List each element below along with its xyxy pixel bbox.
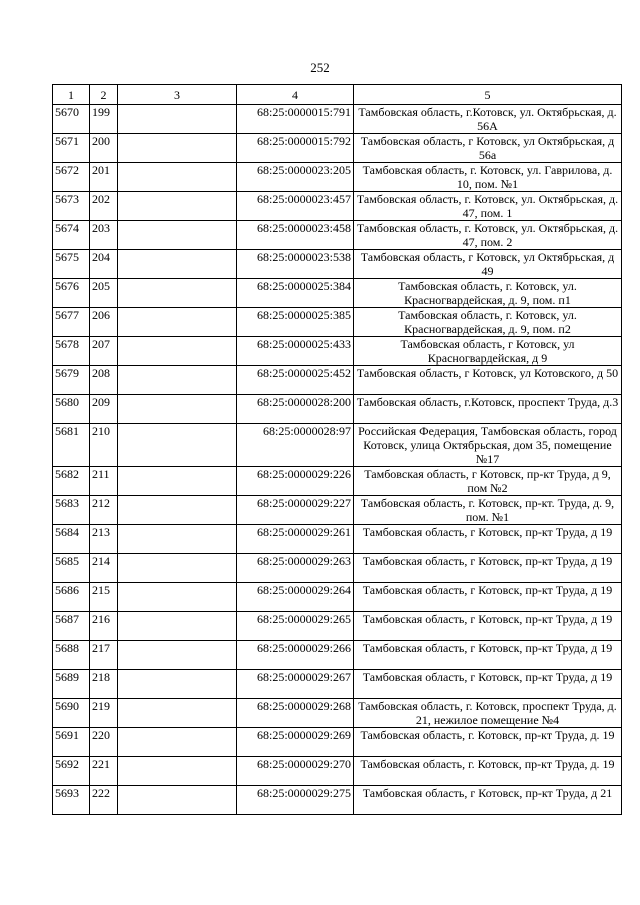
row-empty-cell bbox=[118, 279, 237, 308]
table-row bbox=[53, 279, 622, 308]
row-number-cell: 5673 bbox=[53, 192, 90, 221]
row-number-cell: 5685 bbox=[53, 554, 90, 583]
address-cell: Тамбовская область, г. Котовск, пр-кт Труда, д. 19 bbox=[354, 757, 622, 786]
address-cell: Тамбовская область, г. Котовск, пр-кт Труда, д. 19 bbox=[354, 728, 622, 757]
address-cell: Тамбовская область, г Котовск, ул Котовского, д 50 bbox=[354, 366, 622, 395]
row-empty-cell bbox=[118, 699, 237, 728]
address-cell: Тамбовская область, г. Котовск, ул. Красногвардейская, д. 9, пом. п1 bbox=[354, 279, 622, 308]
row-index-cell: 216 bbox=[90, 612, 118, 641]
row-index-cell: 217 bbox=[90, 641, 118, 670]
table-row bbox=[53, 583, 622, 612]
cadastral-number-cell: 68:25:0000029:227 bbox=[237, 496, 354, 525]
table-row bbox=[53, 134, 622, 163]
row-number-cell: 5677 bbox=[53, 308, 90, 337]
row-empty-cell bbox=[118, 641, 237, 670]
address-cell: Тамбовская область, г. Котовск, проспект Труда, д. 21, нежилое помещение №4 bbox=[354, 699, 622, 728]
address-cell: Тамбовская область, г.Котовск, ул. Октябрьская, д. 56А bbox=[354, 105, 622, 134]
row-index-cell: 201 bbox=[90, 163, 118, 192]
row-number-cell: 5686 bbox=[53, 583, 90, 612]
row-index-cell: 202 bbox=[90, 192, 118, 221]
row-number-cell: 5687 bbox=[53, 612, 90, 641]
row-empty-cell bbox=[118, 612, 237, 641]
cadastral-number-cell: 68:25:0000023:457 bbox=[237, 192, 354, 221]
row-index-cell: 209 bbox=[90, 395, 118, 424]
address-cell: Тамбовская область, г Котовск, ул Красногвардейская, д 9 bbox=[354, 337, 622, 366]
table-row bbox=[53, 728, 622, 757]
column-header-1: 1 bbox=[53, 85, 90, 105]
table-row bbox=[53, 757, 622, 786]
row-index-cell: 212 bbox=[90, 496, 118, 525]
row-empty-cell bbox=[118, 424, 237, 467]
table-row bbox=[53, 467, 622, 496]
row-index-cell: 220 bbox=[90, 728, 118, 757]
address-cell: Тамбовская область, г Котовск, пр-кт Труда, д 19 bbox=[354, 670, 622, 699]
table-row bbox=[53, 641, 622, 670]
row-number-cell: 5689 bbox=[53, 670, 90, 699]
cadastral-number-cell: 68:25:0000029:264 bbox=[237, 583, 354, 612]
row-empty-cell bbox=[118, 670, 237, 699]
row-empty-cell bbox=[118, 105, 237, 134]
row-number-cell: 5690 bbox=[53, 699, 90, 728]
row-index-cell: 221 bbox=[90, 757, 118, 786]
row-index-cell: 208 bbox=[90, 366, 118, 395]
table-row bbox=[53, 496, 622, 525]
row-number-cell: 5676 bbox=[53, 279, 90, 308]
row-number-cell: 5670 bbox=[53, 105, 90, 134]
row-number-cell: 5672 bbox=[53, 163, 90, 192]
row-index-cell: 215 bbox=[90, 583, 118, 612]
table-row bbox=[53, 670, 622, 699]
address-cell: Тамбовская область, г Котовск, пр-кт Труда, д 19 bbox=[354, 583, 622, 612]
row-empty-cell bbox=[118, 554, 237, 583]
row-empty-cell bbox=[118, 467, 237, 496]
address-cell: Тамбовская область, г Котовск, пр-кт Труда, д 19 bbox=[354, 554, 622, 583]
row-index-cell: 222 bbox=[90, 786, 118, 815]
cadastral-number-cell: 68:25:0000029:269 bbox=[237, 728, 354, 757]
cadastral-number-cell: 68:25:0000029:226 bbox=[237, 467, 354, 496]
row-number-cell: 5679 bbox=[53, 366, 90, 395]
cadastral-number-cell: 68:25:0000023:538 bbox=[237, 250, 354, 279]
row-index-cell: 200 bbox=[90, 134, 118, 163]
cadastral-number-cell: 68:25:0000023:458 bbox=[237, 221, 354, 250]
row-index-cell: 205 bbox=[90, 279, 118, 308]
column-header-5: 5 bbox=[354, 85, 622, 105]
table-row bbox=[53, 250, 622, 279]
cadastral-number-cell: 68:25:0000029:263 bbox=[237, 554, 354, 583]
row-empty-cell bbox=[118, 583, 237, 612]
row-number-cell: 5693 bbox=[53, 786, 90, 815]
cadastral-number-cell: 68:25:0000028:200 bbox=[237, 395, 354, 424]
row-number-cell: 5675 bbox=[53, 250, 90, 279]
column-header-3: 3 bbox=[118, 85, 237, 105]
address-cell: Тамбовская область, г Котовск, ул Октябрьская, д 56а bbox=[354, 134, 622, 163]
row-number-cell: 5683 bbox=[53, 496, 90, 525]
address-cell: Тамбовская область, г Котовск, пр-кт Труда, д 19 bbox=[354, 612, 622, 641]
row-index-cell: 218 bbox=[90, 670, 118, 699]
row-empty-cell bbox=[118, 366, 237, 395]
row-empty-cell bbox=[118, 525, 237, 554]
column-header-2: 2 bbox=[90, 85, 118, 105]
row-number-cell: 5682 bbox=[53, 467, 90, 496]
address-cell: Тамбовская область, г. Котовск, ул. Октябрьская, д. 47, пом. 1 bbox=[354, 192, 622, 221]
row-index-cell: 203 bbox=[90, 221, 118, 250]
address-cell: Тамбовская область, г Котовск, ул Октябрьская, д 49 bbox=[354, 250, 622, 279]
row-empty-cell bbox=[118, 757, 237, 786]
table-row bbox=[53, 525, 622, 554]
table-row bbox=[53, 163, 622, 192]
row-index-cell: 210 bbox=[90, 424, 118, 467]
address-cell: Тамбовская область, г. Котовск, пр-кт. Труда, д. 9, пом. №1 bbox=[354, 496, 622, 525]
cadastral-number-cell: 68:25:0000029:275 bbox=[237, 786, 354, 815]
table-row bbox=[53, 308, 622, 337]
table-header-row bbox=[53, 85, 622, 105]
table-row bbox=[53, 554, 622, 583]
cadastral-number-cell: 68:25:0000029:266 bbox=[237, 641, 354, 670]
column-header-4: 4 bbox=[237, 85, 354, 105]
row-index-cell: 213 bbox=[90, 525, 118, 554]
row-empty-cell bbox=[118, 250, 237, 279]
address-cell: Тамбовская область, г Котовск, пр-кт Труда, д 19 bbox=[354, 641, 622, 670]
table-row bbox=[53, 424, 622, 467]
row-index-cell: 214 bbox=[90, 554, 118, 583]
row-number-cell: 5691 bbox=[53, 728, 90, 757]
row-number-cell: 5692 bbox=[53, 757, 90, 786]
cadastral-number-cell: 68:25:0000015:792 bbox=[237, 134, 354, 163]
cadastral-number-cell: 68:25:0000025:385 bbox=[237, 308, 354, 337]
row-index-cell: 206 bbox=[90, 308, 118, 337]
cadastral-number-cell: 68:25:0000029:261 bbox=[237, 525, 354, 554]
property-registry-table bbox=[52, 84, 622, 815]
cadastral-number-cell: 68:25:0000025:433 bbox=[237, 337, 354, 366]
table-row bbox=[53, 337, 622, 366]
row-empty-cell bbox=[118, 786, 237, 815]
row-number-cell: 5688 bbox=[53, 641, 90, 670]
row-index-cell: 207 bbox=[90, 337, 118, 366]
table-row bbox=[53, 366, 622, 395]
address-cell: Тамбовская область, г Котовск, пр-кт Труда, д 9, пом №2 bbox=[354, 467, 622, 496]
row-number-cell: 5678 bbox=[53, 337, 90, 366]
row-empty-cell bbox=[118, 728, 237, 757]
cadastral-number-cell: 68:25:0000025:384 bbox=[237, 279, 354, 308]
page-number: 252 bbox=[310, 60, 330, 75]
row-empty-cell bbox=[118, 134, 237, 163]
row-empty-cell bbox=[118, 221, 237, 250]
address-cell: Российская Федерация, Тамбовская область, город Котовск, улица Октябрьская, дом 35, помещение №17 bbox=[354, 424, 622, 467]
row-number-cell: 5674 bbox=[53, 221, 90, 250]
address-cell: Тамбовская область, г Котовск, пр-кт Труда, д 19 bbox=[354, 525, 622, 554]
cadastral-number-cell: 68:25:0000029:268 bbox=[237, 699, 354, 728]
row-empty-cell bbox=[118, 337, 237, 366]
row-empty-cell bbox=[118, 192, 237, 221]
row-empty-cell bbox=[118, 496, 237, 525]
row-number-cell: 5680 bbox=[53, 395, 90, 424]
row-number-cell: 5684 bbox=[53, 525, 90, 554]
row-index-cell: 199 bbox=[90, 105, 118, 134]
table-row bbox=[53, 395, 622, 424]
table-row bbox=[53, 192, 622, 221]
table-row bbox=[53, 786, 622, 815]
table-row bbox=[53, 105, 622, 134]
cadastral-number-cell: 68:25:0000029:270 bbox=[237, 757, 354, 786]
row-empty-cell bbox=[118, 395, 237, 424]
table-row bbox=[53, 699, 622, 728]
table-row bbox=[53, 612, 622, 641]
address-cell: Тамбовская область, г. Котовск, ул. Гаврилова, д. 10, пом. №1 bbox=[354, 163, 622, 192]
row-empty-cell bbox=[118, 308, 237, 337]
address-cell: Тамбовская область, г.Котовск, проспект Труда, д.3 bbox=[354, 395, 622, 424]
cadastral-number-cell: 68:25:0000029:267 bbox=[237, 670, 354, 699]
cadastral-number-cell: 68:25:0000025:452 bbox=[237, 366, 354, 395]
row-index-cell: 211 bbox=[90, 467, 118, 496]
row-index-cell: 204 bbox=[90, 250, 118, 279]
cadastral-number-cell: 68:25:0000029:265 bbox=[237, 612, 354, 641]
cadastral-number-cell: 68:25:0000023:205 bbox=[237, 163, 354, 192]
address-cell: Тамбовская область, г Котовск, пр-кт Труда, д 21 bbox=[354, 786, 622, 815]
row-number-cell: 5681 bbox=[53, 424, 90, 467]
cadastral-number-cell: 68:25:0000028:97 bbox=[237, 424, 354, 467]
row-empty-cell bbox=[118, 163, 237, 192]
address-cell: Тамбовская область, г. Котовск, ул. Октябрьская, д. 47, пом. 2 bbox=[354, 221, 622, 250]
row-number-cell: 5671 bbox=[53, 134, 90, 163]
table-row bbox=[53, 221, 622, 250]
row-index-cell: 219 bbox=[90, 699, 118, 728]
address-cell: Тамбовская область, г. Котовск, ул. Красногвардейская, д. 9, пом. п2 bbox=[354, 308, 622, 337]
cadastral-number-cell: 68:25:0000015:791 bbox=[237, 105, 354, 134]
